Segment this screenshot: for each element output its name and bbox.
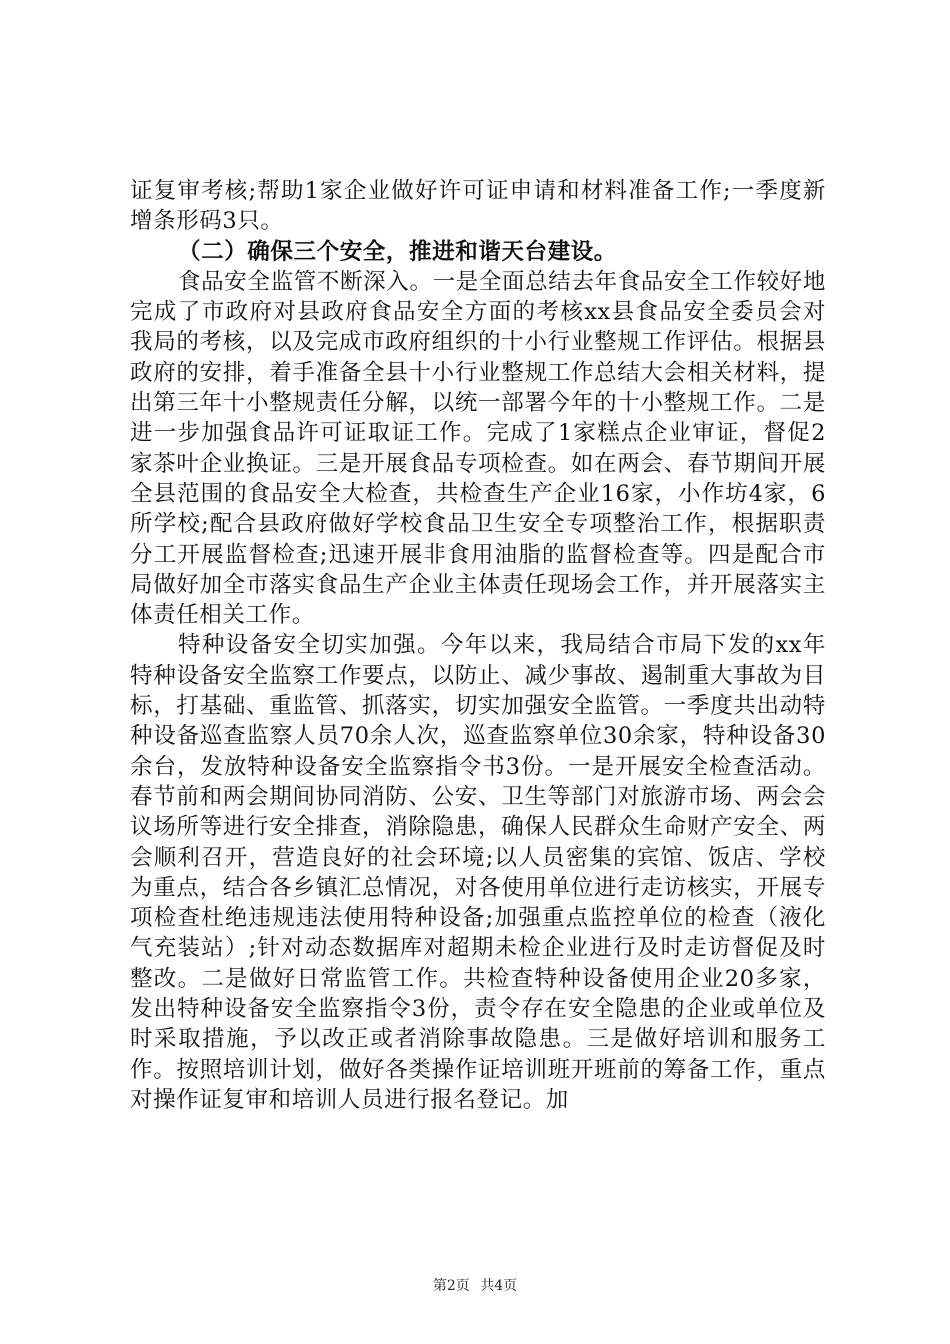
page-number: 第2页 (432, 1278, 470, 1294)
page-total: 共4页 (480, 1278, 518, 1294)
document-body (130, 176, 826, 1115)
page-footer (0, 1277, 950, 1295)
paragraph-continuation: 证复审考核;帮助1家企业做好许可证申请和材料准备工作;一季度新增条形码3只。 (130, 178, 826, 235)
section-heading: （二）确保三个安全，推进和谐天台建设。 (178, 238, 617, 265)
paragraph-special-equipment: 特种设备安全切实加强。今年以来，我局结合市局下发的xx年特种设备安全监察工作要点，以防止、减少事故、遏制重大事故为目标，打基础、重监管、抓落实，切实加强安全监管。一季度共出动特种设备巡查监察人员70余人次，巡查监察单位30余家，特种设备30余台，发放特种设备安全监察指令书3份。一是开展安全检查活动。春节前和两会期间协同消防、公安、卫生等部门对旅游市场、两会会议场所等进行安全排查，消除隐患，确保人民群众生命财产安全、两会顺利召开，营造良好的社会环境;以人员密集的宾馆、饭店、学校为重点，结合各乡镇汇总情况，对各使用单位进行走访核实，开展专项检查杜绝违规违法使用特种设备;加强重点监控单位的检查（液化气充装站）;针对动态数据库对超期未检企业进行及时走访督促及时整改。二是做好日常监管工作。共检查特种设备使用企业20多家，发出特种设备安全监察指令3份，责令存在安全隐患的企业或单位及时采取措施，予以改正或者消除事故隐患。三是做好培训和服务工作。按照培训计划，做好各类操作证培训班开班前的筹备工作，重点对操作证复审和培训人员进行报名登记。加 (130, 632, 826, 1113)
paragraph-food-safety: 食品安全监管不断深入。一是全面总结去年食品安全工作较好地完成了市政府对县政府食品安全方面的考核xx县食品安全委员会对我局的考核，以及完成市政府组织的十小行业整规工作评估。根据县政府的安排，着手准备全县十小行业整规工作总结大会相关材料，提出第三年十小整规责任分解，以统一部署今年的十小整规工作。二是进一步加强食品许可证取证工作。完成了1家糕点企业审证，督促2家茶叶企业换证。三是开展食品专项检查。如在两会、春节期间开展全县范围的食品安全大检查，共检查生产企业16家，小作坊4家，6所学校;配合县政府做好学校食品卫生安全专项整治工作，根据职责分工开展监督检查;迅速开展非食用油脂的监督检查等。四是配合市局做好加全市落实食品生产企业主体责任现场会工作，并开展落实主体责任相关工作。 (130, 268, 826, 629)
